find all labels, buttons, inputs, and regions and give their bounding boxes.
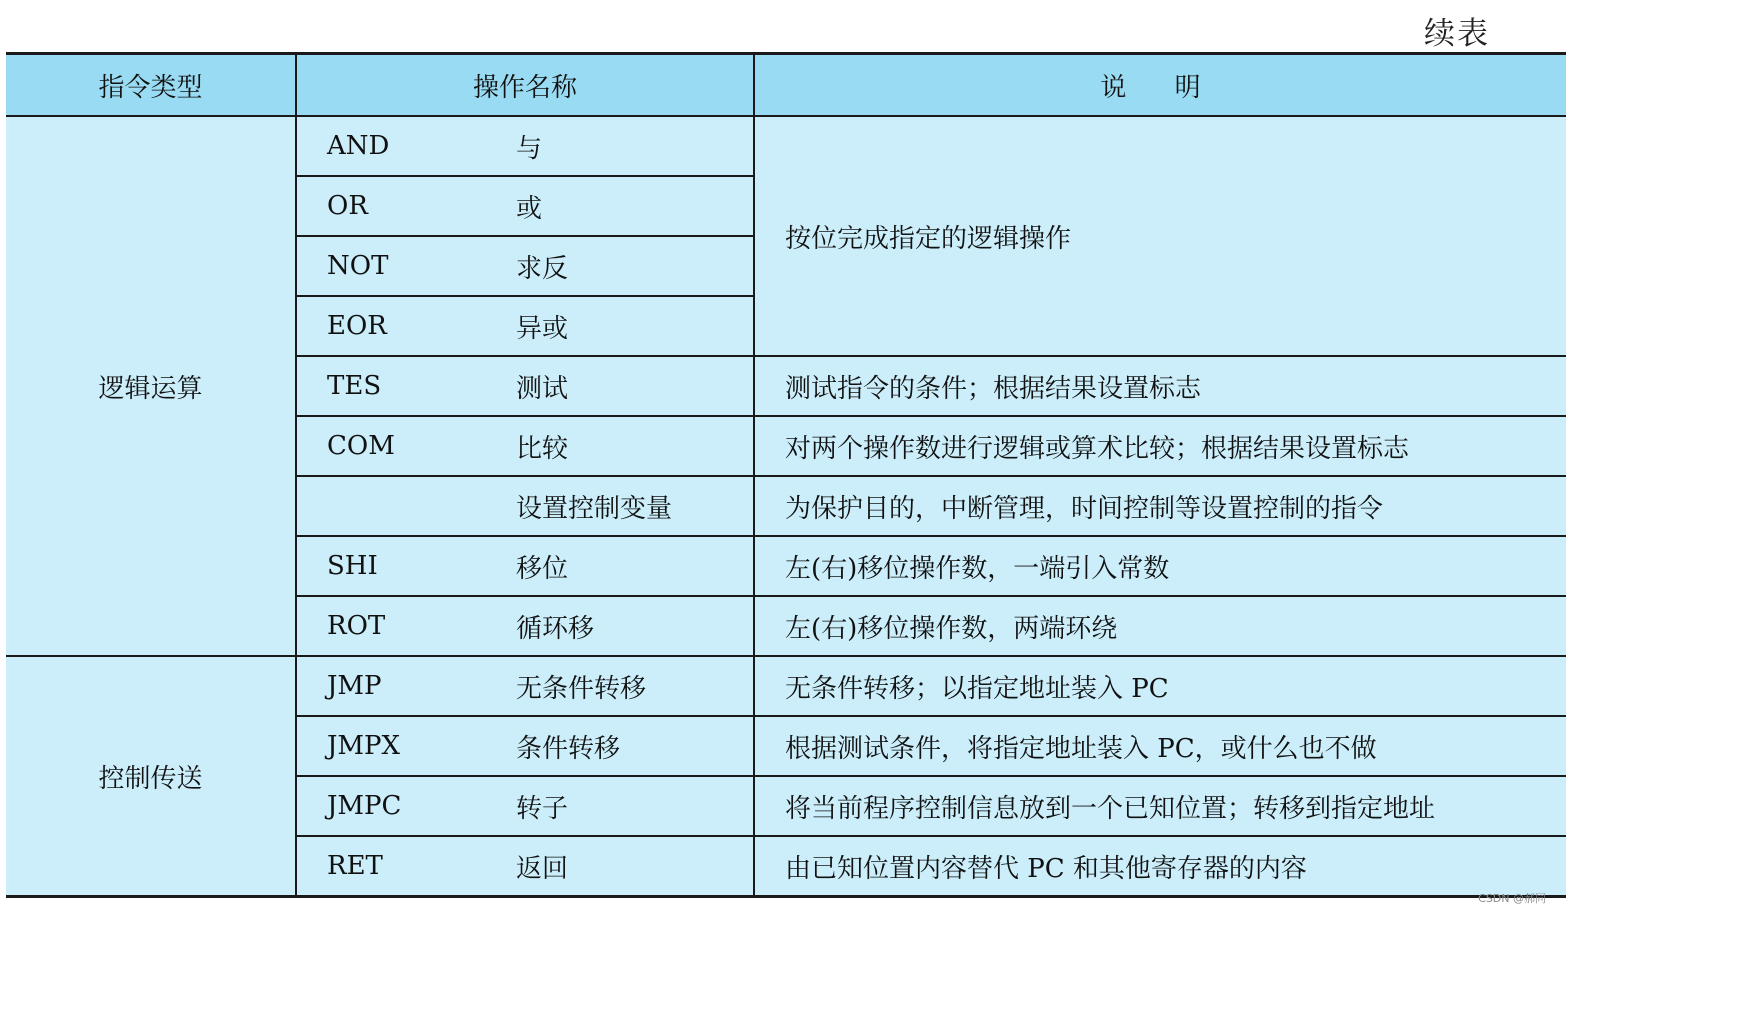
op-name: 与 xyxy=(496,116,754,176)
group-type-control: 控制传送 xyxy=(6,656,296,897)
op-name: 异或 xyxy=(496,296,754,356)
op-name: 设置控制变量 xyxy=(496,476,754,536)
op-description: 根据测试条件，将指定地址装入 PC，或什么也不做 xyxy=(754,716,1566,776)
op-code: JMPX xyxy=(296,716,496,776)
op-description: 按位完成指定的逻辑操作 xyxy=(754,116,1566,356)
op-code: EOR xyxy=(296,296,496,356)
header-op: 操作名称 xyxy=(296,54,754,117)
op-description: 由已知位置内容替代 PC 和其他寄存器的内容 xyxy=(754,836,1566,897)
op-code: JMPC xyxy=(296,776,496,836)
table-caption: 续表 xyxy=(1424,16,1490,52)
op-code: COM xyxy=(296,416,496,476)
op-code: ROT xyxy=(296,596,496,656)
op-description: 左(右)移位操作数，两端环绕 xyxy=(754,596,1566,656)
op-name: 循环移 xyxy=(496,596,754,656)
header-row xyxy=(6,54,1566,117)
watermark: CSDN @郝同 xyxy=(1478,892,1546,905)
op-code: TES xyxy=(296,356,496,416)
op-name: 移位 xyxy=(496,536,754,596)
header-type: 指令类型 xyxy=(6,54,296,117)
op-description: 将当前程序控制信息放到一个已知位置；转移到指定地址 xyxy=(754,776,1566,836)
op-description: 测试指令的条件；根据结果设置标志 xyxy=(754,356,1566,416)
group-type-logic: 逻辑运算 xyxy=(6,116,296,656)
op-description: 无条件转移；以指定地址装入 PC xyxy=(754,656,1566,716)
op-code: JMP xyxy=(296,656,496,716)
op-code: OR xyxy=(296,176,496,236)
op-name: 求反 xyxy=(496,236,754,296)
op-name: 转子 xyxy=(496,776,754,836)
header-desc: 说 明 xyxy=(754,54,1566,117)
op-description: 对两个操作数进行逻辑或算术比较；根据结果设置标志 xyxy=(754,416,1566,476)
table-row xyxy=(6,656,1566,716)
op-name: 返回 xyxy=(496,836,754,897)
op-code: NOT xyxy=(296,236,496,296)
op-name: 或 xyxy=(496,176,754,236)
op-name: 无条件转移 xyxy=(496,656,754,716)
op-code: RET xyxy=(296,836,496,897)
op-code xyxy=(296,476,496,536)
op-description: 左(右)移位操作数，一端引入常数 xyxy=(754,536,1566,596)
op-code: SHI xyxy=(296,536,496,596)
op-code: AND xyxy=(296,116,496,176)
table-row xyxy=(6,116,1566,176)
op-description: 为保护目的，中断管理，时间控制等设置控制的指令 xyxy=(754,476,1566,536)
instruction-table xyxy=(6,52,1566,898)
op-name: 比较 xyxy=(496,416,754,476)
op-name: 条件转移 xyxy=(496,716,754,776)
op-name: 测试 xyxy=(496,356,754,416)
